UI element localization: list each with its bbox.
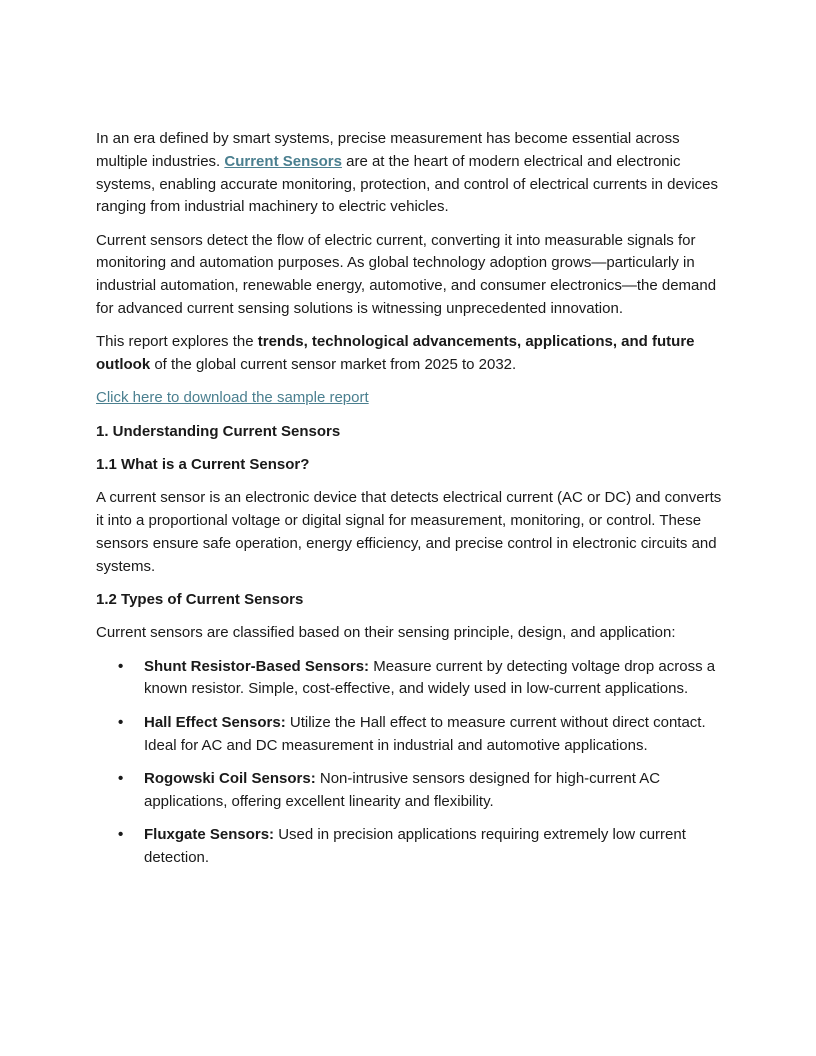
bullet-icon: • bbox=[118, 825, 124, 843]
types-intro-paragraph: Current sensors are classified based on their sensing principle, design, and application: bbox=[96, 624, 676, 642]
list-item-description: Measure current by detecting voltage drop across a known resistor. Simple, cost-effective, and widely used in low-current applications. bbox=[144, 657, 716, 698]
sensor-types-list bbox=[96, 656, 724, 870]
intro-paragraph-1 bbox=[96, 128, 724, 219]
bullet-icon: • bbox=[118, 713, 124, 731]
list-item-title: Hall Effect Sensors: bbox=[144, 713, 286, 731]
intro-p3-before: This report explores the bbox=[96, 333, 258, 351]
intro-paragraph-3 bbox=[96, 331, 724, 377]
intro-p3-bold: trends, technological advancements, applications, and future outlook bbox=[96, 333, 695, 374]
what-is-paragraph: A current sensor is an electronic device that detects electrical current (AC or DC) and converts it into a proportional voltage or digital signal for measurement, monitoring, or control. These sensors ensure safe operation, energy efficiency, and precise control in electronic circuits and systems. bbox=[96, 489, 722, 575]
list-item-description: Used in precision applications requiring extremely low current detection. bbox=[144, 825, 686, 866]
list-item-title: Rogowski Coil Sensors: bbox=[144, 769, 316, 787]
list-item bbox=[96, 824, 724, 870]
current-sensors-link[interactable]: Current Sensors bbox=[224, 152, 342, 170]
list-item-title: Fluxgate Sensors: bbox=[144, 825, 275, 843]
intro-paragraph-2: Current sensors detect the flow of electric current, converting it into measurable signals for monitoring and automation purposes. As global technology adoption grows—particularly in industrial automation, renewable energy, automotive, and consumer electronics—the demand for advanced current sensing solutions is witnessing unprecedented innovation. bbox=[96, 231, 717, 318]
document-page bbox=[96, 128, 724, 880]
list-item-title: Shunt Resistor-Based Sensors: bbox=[144, 657, 370, 675]
list-item bbox=[96, 712, 724, 758]
download-paragraph bbox=[96, 387, 724, 410]
section-heading: 1. Understanding Current Sensors bbox=[96, 422, 341, 440]
bullet-icon: • bbox=[118, 657, 124, 675]
download-sample-link[interactable]: Click here to download the sample report bbox=[96, 389, 369, 407]
intro-text-after-link: are at the heart of modern electrical and electronic systems, enabling accurate monitoring, protection, and control of electrical currents in devices ranging from industrial machinery to electric vehicles. bbox=[96, 152, 718, 216]
intro-p3-after: of the global current sensor market from 2025 to 2032. bbox=[150, 356, 517, 374]
bullet-icon: • bbox=[118, 769, 124, 787]
list-item bbox=[96, 768, 724, 814]
list-item-description: Utilize the Hall effect to measure current without direct contact. Ideal for AC and DC measurement in industrial and automotive applications. bbox=[144, 713, 706, 754]
intro-text-before-link: In an era defined by smart systems, precise measurement has become essential across multiple industries. bbox=[96, 130, 680, 170]
list-item bbox=[96, 656, 724, 702]
subsection-heading-what-is: 1.1 What is a Current Sensor? bbox=[96, 456, 310, 474]
subsection-heading-types: 1.2 Types of Current Sensors bbox=[96, 591, 304, 609]
list-item-description: Non-intrusive sensors designed for high-current AC applications, offering excellent linearity and flexibility. bbox=[144, 769, 661, 810]
